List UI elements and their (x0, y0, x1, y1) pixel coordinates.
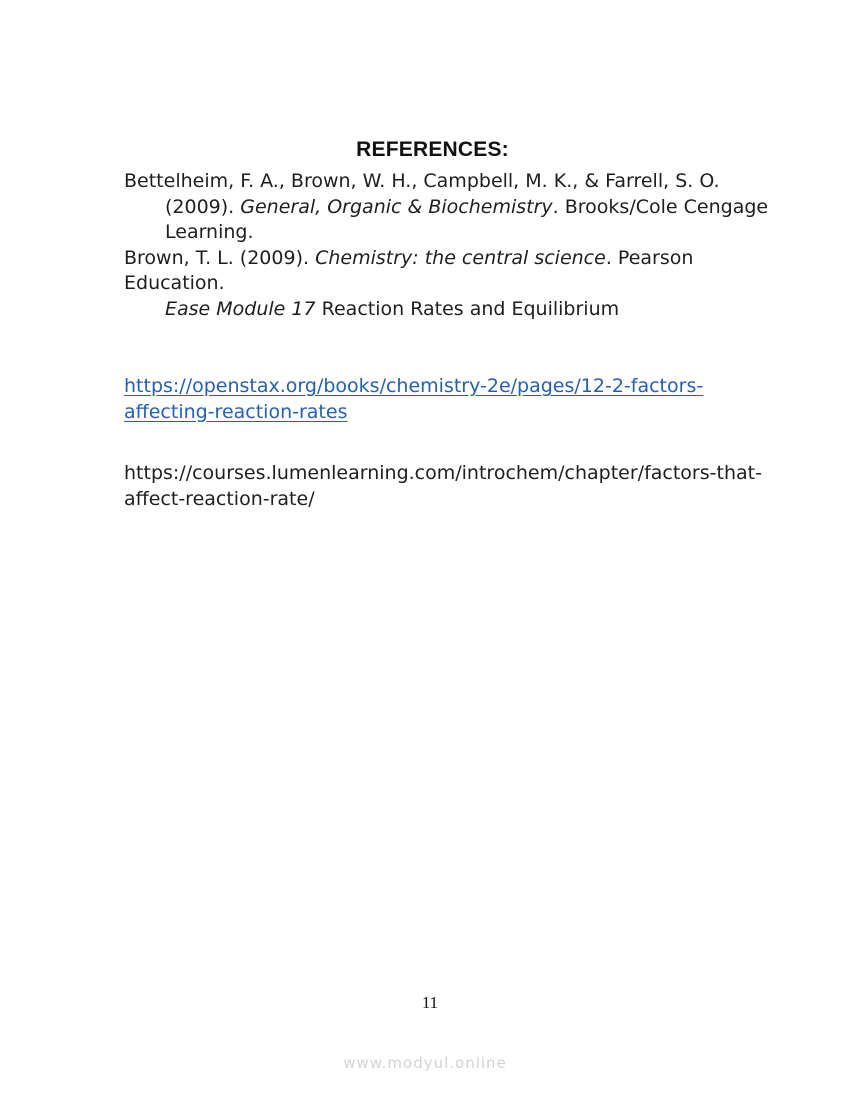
reference-2-publisher: . Pearson (605, 246, 694, 269)
lumen-url-line-1: https://courses.lumenlearning.com/introchem/chapter/factors-that- (124, 462, 762, 484)
reference-1-line-2 (124, 195, 784, 221)
reference-1-line-1: Bettelheim, F. A., Brown, W. H., Campbell, M. K., & Farrell, S. O. (124, 170, 720, 192)
openstax-link-line-2[interactable]: affecting-reaction-rates (124, 400, 348, 423)
reference-3-title: Ease Module 17 (165, 297, 316, 320)
reference-list (124, 169, 784, 322)
reference-1-book-title: General, Organic & Biochemistry (240, 195, 553, 218)
reference-2-line-1 (124, 246, 784, 272)
page-title: REFERENCES: (356, 138, 509, 161)
reference-2-author: Brown, T. L. (2009). (124, 246, 316, 269)
reference-2-book-title: Chemistry: the central science (315, 246, 606, 269)
watermark: www.modyul.online (343, 1054, 507, 1072)
reference-1-publisher: . Brooks/Cole Cengage (552, 195, 769, 218)
reference-3 (124, 297, 784, 323)
lumen-url-line-2: affect-reaction-rate/ (124, 488, 315, 510)
reference-3-rest: Reaction Rates and Equilibrium (315, 297, 620, 320)
reference-1-year: (2009). (165, 195, 241, 218)
openstax-link-line-1[interactable]: https://openstax.org/books/chemistry-2e/pages/12-2-factors- (124, 375, 704, 397)
reference-1-line-3: Learning. (165, 221, 254, 243)
page-number: 11 (421, 993, 439, 1012)
reference-2-line-2: Education. (124, 272, 225, 294)
lumen-url (124, 460, 784, 512)
openstax-link[interactable] (124, 374, 784, 425)
